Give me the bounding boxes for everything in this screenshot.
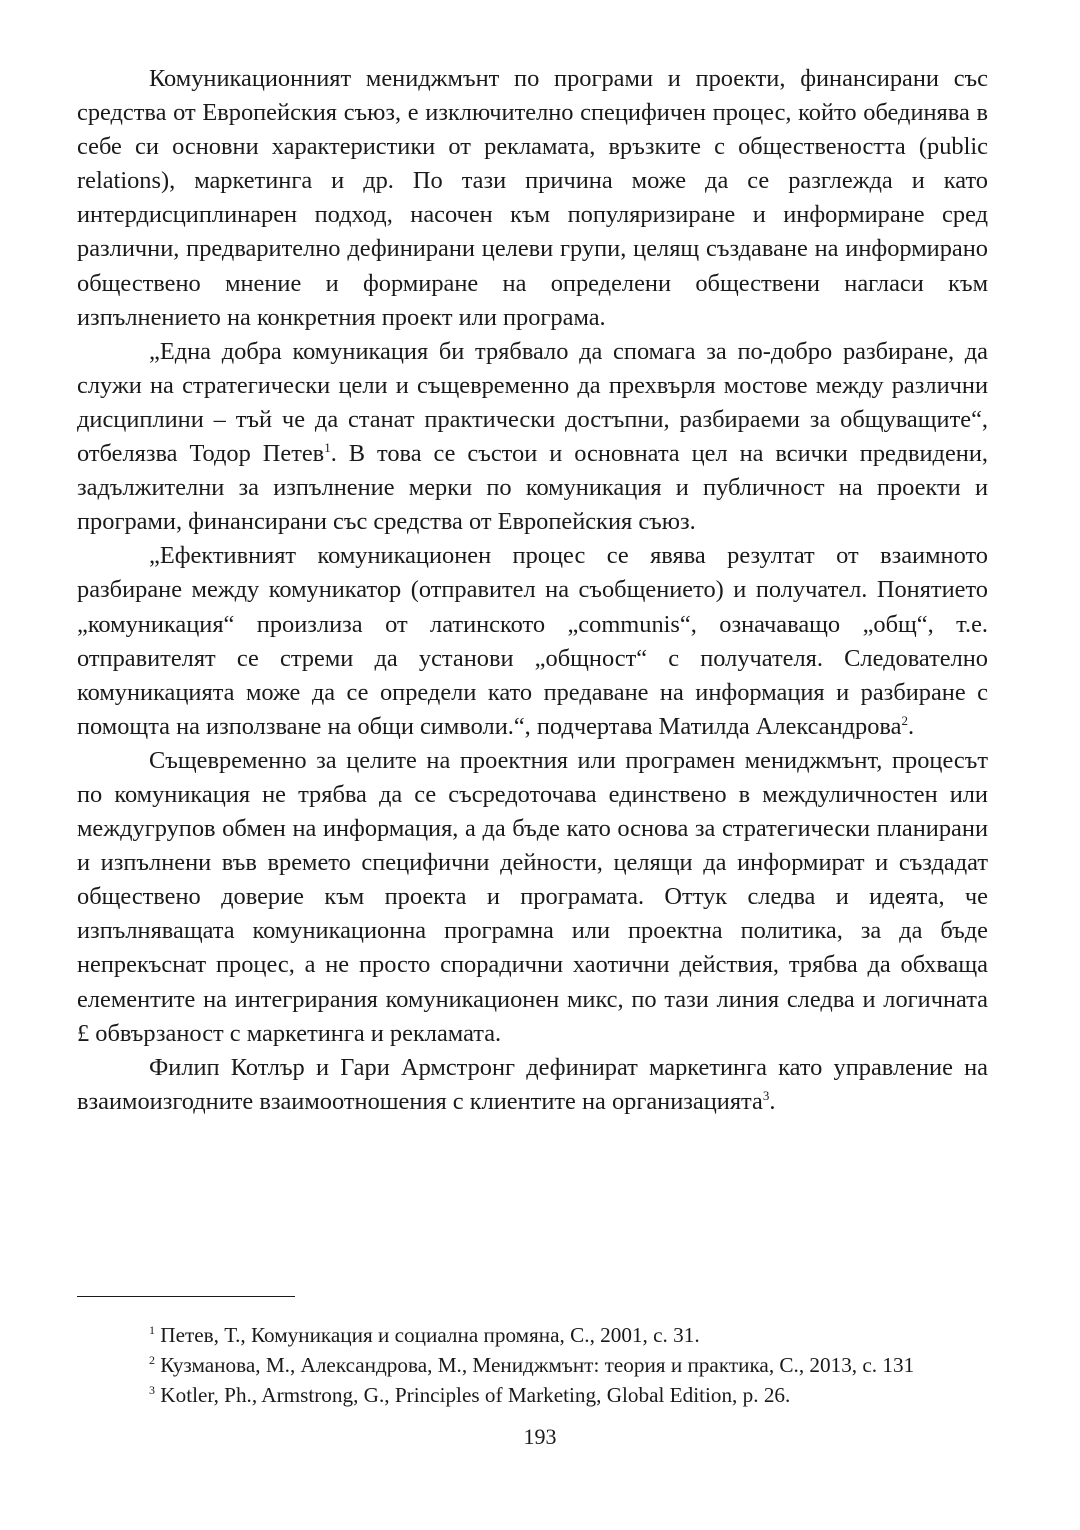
paragraph-1 bbox=[77, 62, 988, 335]
footnote-ref-2[interactable]: 2 bbox=[901, 712, 908, 728]
paragraph-4-text: Същевременно за целите на проектния или програмен мениджмънт, процесът по комуникация не трябва да се съсредоточава единствено в междуличностен или междугрупов обмен на информация, а да бъде като основа за стратегически планирани и изпълнени във времето специфични дейности, целящи да информират и създадат обществено доверие към проекта и програмата. Оттук следва и идеята, че изпълняващата комуникационна програмна или проектна политика, за да бъде непрекъснат процес, а не просто спорадични хаотични действия, трябва да обхваща елементите на интегрирания комуникационен микс, по тази линия следва и логичната £ обвързаност с маркетинга и рекламата. bbox=[77, 746, 988, 1047]
footnote-3 bbox=[77, 1380, 988, 1410]
paragraph-3-tail: . bbox=[907, 712, 915, 740]
paragraph-5-tail: . bbox=[769, 1087, 776, 1115]
footnote-2-text: Кузманова, М., Александрова, М., Мениджмънт: теория и практика, С., 2013, с. 131 bbox=[160, 1353, 915, 1377]
paragraph-3-text: „Ефективният комуникационен процес се явява резултат от взаимното разбиране между комуникатор (отправител на съобщението) и получател. Понятието „комуникация“ произлиза от латинското „communis“, означаващо „общ“, т.е. отправителят се стреми да установи „общност“ с получателя. Следователно комуникацията може да се определи като предаване на информация и разбиране с помощта на използване на общи символи.“, подчертава Матилда Александрова bbox=[77, 542, 988, 740]
paragraph-5 bbox=[77, 1051, 988, 1119]
footnote-3-number: 3 bbox=[149, 1382, 155, 1397]
footnote-2 bbox=[77, 1350, 988, 1380]
body-text bbox=[77, 62, 988, 1119]
footnote-1 bbox=[77, 1320, 988, 1350]
page-body bbox=[77, 62, 988, 1119]
paragraph-2 bbox=[77, 335, 988, 540]
footnote-ref-3[interactable]: 3 bbox=[762, 1087, 770, 1103]
paragraph-2-tail: . В това се състои и основната цел на всички предвидени, задължителни за изпълнение мерки по комуникация и публичност на проекти и програми, финансирани със средства от Европейския съюз. bbox=[77, 440, 988, 536]
footnote-separator bbox=[77, 1296, 295, 1297]
paragraph-2-text: „Една добра комуникация би трябвало да спомага за по-добро разбиране, да служи на стратегически цели и същевременно да прехвърля мостове между различни дисциплини – тъй че да станат практически достъпни, разбираеми за общуващите“, отбелязва Тодор Петев bbox=[77, 337, 988, 468]
paragraph-3 bbox=[77, 539, 988, 744]
paragraph-4 bbox=[77, 744, 988, 1051]
footnote-2-number: 2 bbox=[149, 1352, 155, 1367]
paragraph-1-text: Комуникационният мениджмънт по програми и проекти, финансирани със средства от Европейския съюз, е изключително специфичен процес, който обединява в себе си основни характеристики от рекламата, връзките с обществеността (public relations), маркетинга и др. По тази причина може да се разглежда и като интердисциплинарен подход, насочен към популяризиране и информиране сред различни, предварително дефинирани целеви групи, целящ създаване на информирано обществено мнение и формиране на определени обществени нагласи към изпълнението на конкретния проект или програма. bbox=[77, 65, 988, 331]
footnote-3-text: Kotler, Ph., Armstrong, G., Principles of Marketing, Global Edition, p. 26. bbox=[160, 1383, 791, 1407]
page-number: 193 bbox=[523, 1424, 557, 1449]
footnote-1-number: 1 bbox=[149, 1322, 155, 1337]
footnote-ref-1[interactable]: 1 bbox=[324, 439, 331, 455]
footnote-1-text: Петев, Т., Комуникация и социална промяна, С., 2001, с. 31. bbox=[160, 1323, 700, 1347]
paragraph-5-text: Филип Котлър и Гари Армстронг дефинират маркетинга като управление на взаимоизгодните взаимоотношения с клиентите на организацията bbox=[77, 1053, 988, 1115]
footnotes bbox=[77, 1320, 988, 1410]
